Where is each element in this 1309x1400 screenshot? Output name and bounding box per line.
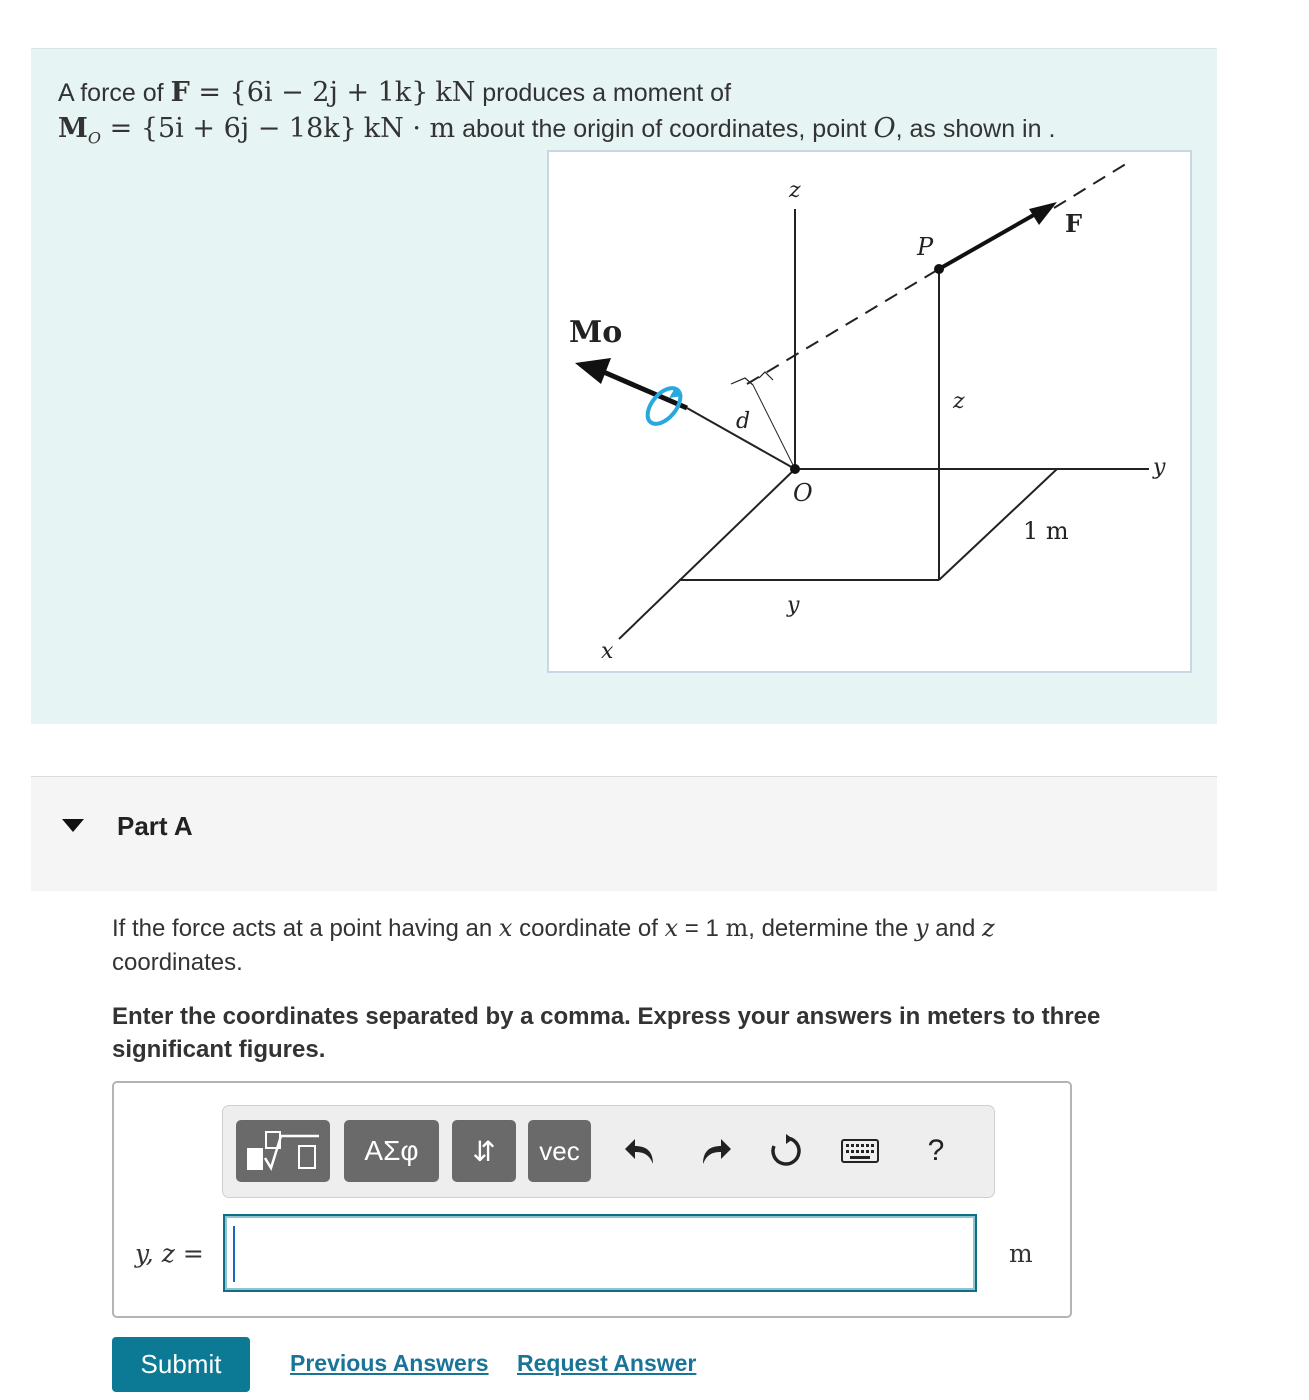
force-vector [939,212,1039,269]
right-angle-mark [759,372,773,380]
label-1m: 1 m [1023,517,1069,545]
arrows-button[interactable]: ⇵ [452,1120,516,1182]
label-y-bottom: y [787,593,800,618]
submit-button[interactable]: Submit [112,1337,250,1392]
question-line-1: If the force acts at a point having an x coordinate of x = 1 m, determine the y and z [112,914,995,942]
label-y-axis: y [1153,455,1166,480]
answer-box [112,1081,1072,1318]
collapse-caret-icon[interactable] [62,819,84,832]
figure [547,150,1192,673]
answer-input[interactable] [223,1214,977,1292]
force-symbol: F [170,77,190,108]
previous-answers-link[interactable]: Previous Answers [290,1350,489,1376]
text-cursor [233,1226,235,1282]
problem-line-1: A force of F = {6i − 2j + 1k} kN produces a moment of [58,77,732,108]
part-title: Part A [117,811,193,841]
label-z-mid: z [953,389,965,414]
question-line-2: coordinates. [112,949,243,976]
vec-button[interactable]: vec [528,1120,591,1182]
redo-icon[interactable] [691,1126,741,1176]
problem-line-2: $M_O = \{5i + 6j - 18k\}$ kN · m about the origin of coordinates, point O, as shown in . [58,113,1056,148]
x-axis [619,469,795,639]
label-z-top: z [789,178,801,203]
label-d: d [736,409,751,434]
reset-icon[interactable] [761,1126,811,1176]
moment-symbol: $M_O$ [58,113,102,148]
part-a-header[interactable] [31,776,1217,891]
moment-expression: {5i + 6j − 18k} [140,113,357,144]
label-x-axis: x [601,639,614,664]
label-o: O [793,479,813,507]
label-f: F [1065,209,1083,238]
origin-point [790,464,800,474]
problem-panel [31,48,1217,724]
figure-diagram [549,152,1190,671]
point-p [934,264,944,274]
line-of-action-dashed-ext [1054,162,1129,208]
templates-icon [243,1128,323,1174]
force-arrowhead [1029,202,1057,225]
label-mo: Mo [569,315,623,350]
force-expression: {6i − 2j + 1k} [229,77,429,108]
moment-arrowhead [575,358,611,384]
label-p: P [917,233,934,261]
greek-symbols-button[interactable]: ΑΣφ [344,1120,439,1182]
keyboard-icon[interactable] [835,1126,885,1176]
math-toolbar [222,1105,995,1198]
line-of-action-dashed [747,269,939,384]
instructions: Enter the coordinates separated by a comma. Express your answers in meters to three significant figures. [112,1003,1101,1063]
undo-icon[interactable] [615,1126,665,1176]
answer-label: y, z = [135,1239,204,1268]
templates-button[interactable] [236,1120,330,1182]
answer-unit: m [1009,1239,1033,1268]
help-button[interactable]: ? [927,1134,945,1167]
request-answer-link[interactable]: Request Answer [517,1350,697,1376]
